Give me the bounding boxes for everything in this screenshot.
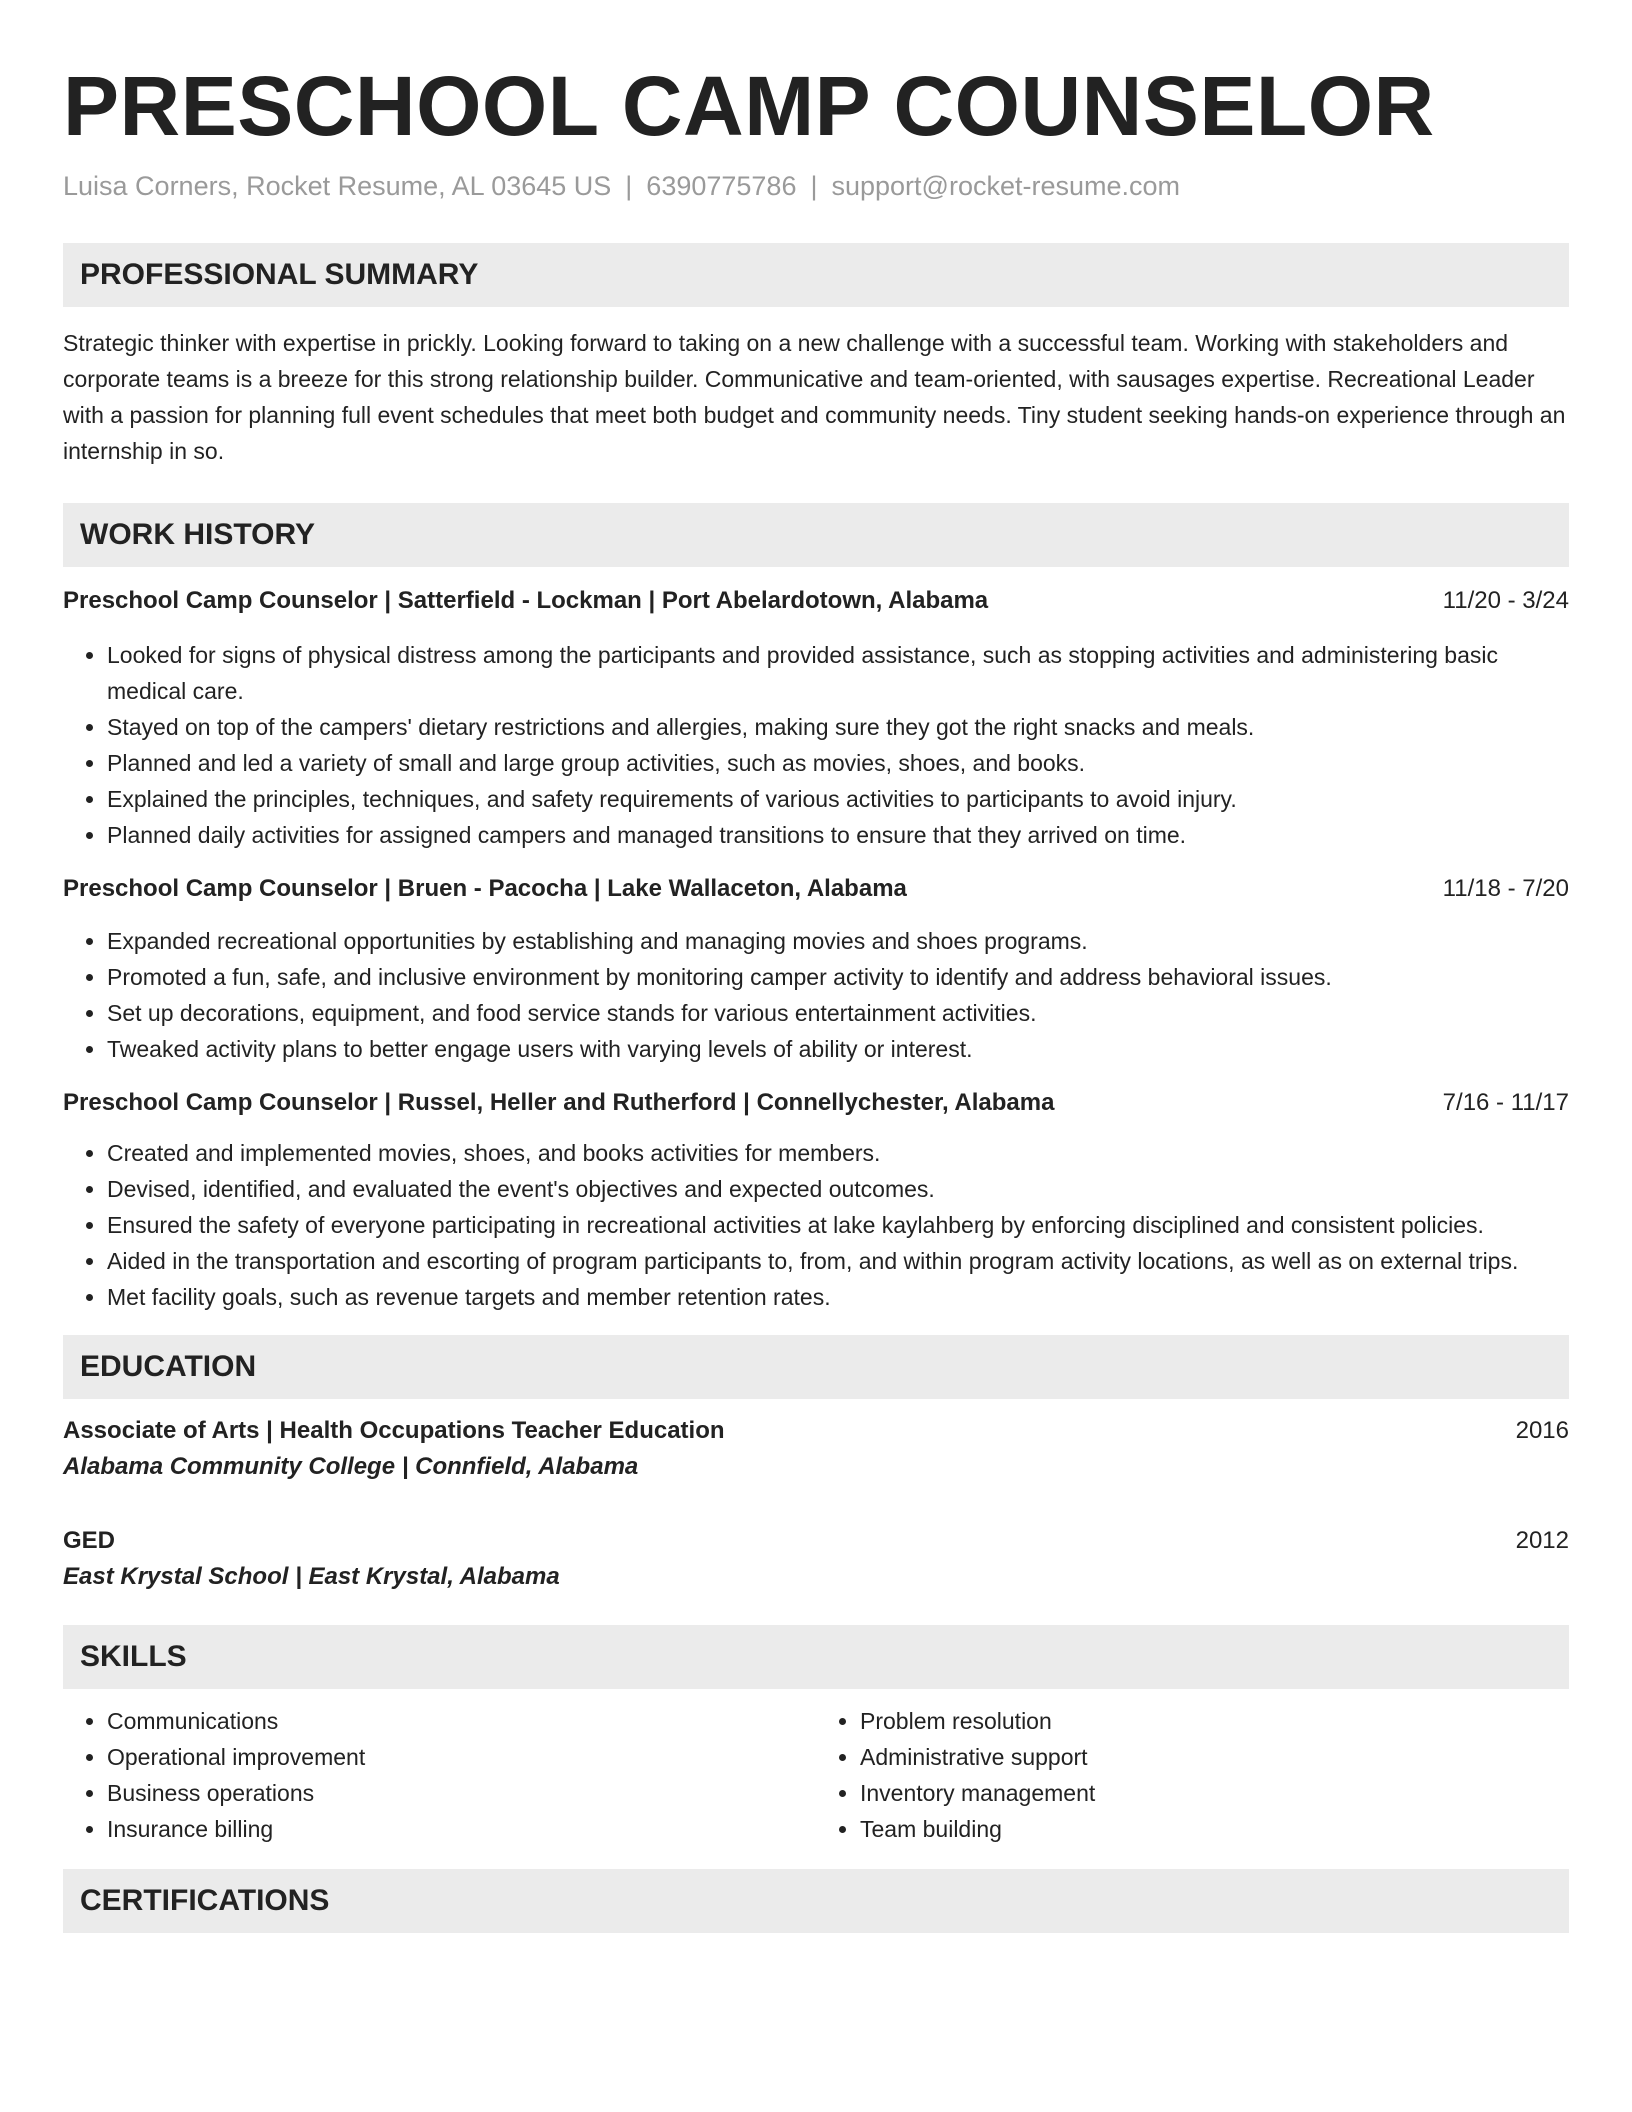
job-header [63, 1085, 1569, 1121]
list-item: • Met facility goals, such as revenue targets and member retention rates. [107, 1279, 1569, 1315]
job-entry [63, 583, 1569, 853]
section-heading-education: EDUCATION [63, 1335, 1569, 1399]
job-title: Preschool Camp Counselor | Russel, Heller and Rutherford | Connellychester, Alabama [63, 1089, 1055, 1116]
education-school: East Krystal School | East Krystal, Alabama [63, 1563, 560, 1590]
list-item: • Created and implemented movies, shoes, and books activities for members. [107, 1135, 1569, 1171]
list-item: • Planned daily activities for assigned campers and managed transitions to ensure that they arrived on time. [107, 817, 1569, 853]
skill-item: • Business operations [107, 1775, 816, 1811]
contact-separator: | [810, 171, 818, 201]
section-heading-work-history: WORK HISTORY [63, 503, 1569, 567]
list-item: • Promoted a fun, safe, and inclusive environment by monitoring camper activity to identify and address behavioral issues. [107, 959, 1569, 995]
list-item: • Aided in the transportation and escorting of program participants to, from, and within program activity locations, as well as on external trips. [107, 1243, 1569, 1279]
list-item: • Expanded recreational opportunities by establishing and managing movies and shoes programs. [107, 923, 1569, 959]
contact-email: support@rocket-resume.com [831, 171, 1181, 201]
job-header [63, 583, 1569, 619]
contact-line [63, 168, 1569, 204]
skill-item: • Inventory management [860, 1775, 1569, 1811]
list-item: • Ensured the safety of everyone participating in recreational activities at lake kaylahberg by enforcing disciplined and consistent policies. [107, 1207, 1569, 1243]
job-bullets [63, 637, 1569, 853]
list-item: • Explained the principles, techniques, and safety requirements of various activities to participants to avoid injury. [107, 781, 1569, 817]
job-bullets [63, 1135, 1569, 1315]
skill-item: • Insurance billing [107, 1811, 816, 1847]
job-dates: 11/20 - 3/24 [1442, 587, 1569, 614]
list-item: • Stayed on top of the campers' dietary restrictions and allergies, making sure they got the right snacks and meals. [107, 709, 1569, 745]
section-heading-skills: SKILLS [63, 1625, 1569, 1689]
job-title: Preschool Camp Counselor | Satterfield - Lockman | Port Abelardotown, Alabama [63, 587, 989, 614]
job-bullets [63, 923, 1569, 1067]
education-header [63, 1413, 1569, 1449]
education-header [63, 1523, 1569, 1559]
resume-title: PRESCHOOL CAMP COUNSELOR [63, 59, 1435, 153]
section-heading-summary: PROFESSIONAL SUMMARY [63, 243, 1569, 307]
job-dates: 11/18 - 7/20 [1442, 875, 1569, 902]
job-header [63, 871, 1569, 907]
education-entry [63, 1523, 1569, 1595]
job-dates: 7/16 - 11/17 [1442, 1089, 1569, 1116]
job-entry [63, 871, 1569, 1067]
contact-separator: | [625, 171, 633, 201]
list-item: • Planned and led a variety of small and large group activities, such as movies, shoes, and books. [107, 745, 1569, 781]
skills-grid [63, 1703, 1569, 1847]
summary-text: Strategic thinker with expertise in prickly. Looking forward to taking on a new challenge with a successful team. Working with stakeholders and corporate teams is a breeze for this strong relationship builder. Communicative and team-oriented, with sausages expertise. Recreational Leader with a passion for planning full event schedules that meet both budget and community needs. Tiny student seeking hands-on experience through an internship in so. [63, 330, 1566, 464]
education-year: 2016 [1515, 1417, 1569, 1444]
education-year: 2012 [1515, 1527, 1569, 1554]
skill-item: • Team building [860, 1811, 1569, 1847]
skills-list-right [816, 1703, 1569, 1847]
education-entry [63, 1413, 1569, 1485]
skill-item: • Administrative support [860, 1739, 1569, 1775]
education-school: Alabama Community College | Connfield, Alabama [63, 1453, 639, 1480]
list-item: • Looked for signs of physical distress among the participants and provided assistance, such as stopping activities and administering basic medical care. [107, 637, 1569, 709]
contact-address: Luisa Corners, Rocket Resume, AL 03645 US [63, 171, 612, 201]
skill-item: • Problem resolution [860, 1703, 1569, 1739]
skill-item: • Communications [107, 1703, 816, 1739]
education-degree: GED [63, 1527, 116, 1554]
skill-item: • Operational improvement [107, 1739, 816, 1775]
job-entry [63, 1085, 1569, 1315]
skills-list-left [63, 1703, 816, 1847]
list-item: • Devised, identified, and evaluated the event's objectives and expected outcomes. [107, 1171, 1569, 1207]
education-degree: Associate of Arts | Health Occupations Teacher Education [63, 1417, 725, 1444]
list-item: • Set up decorations, equipment, and food service stands for various entertainment activities. [107, 995, 1569, 1031]
contact-phone: 6390775786 [646, 171, 797, 201]
section-heading-certifications: CERTIFICATIONS [63, 1869, 1569, 1933]
job-title: Preschool Camp Counselor | Bruen - Pacocha | Lake Wallaceton, Alabama [63, 875, 907, 902]
list-item: • Tweaked activity plans to better engage users with varying levels of ability or interest. [107, 1031, 1569, 1067]
